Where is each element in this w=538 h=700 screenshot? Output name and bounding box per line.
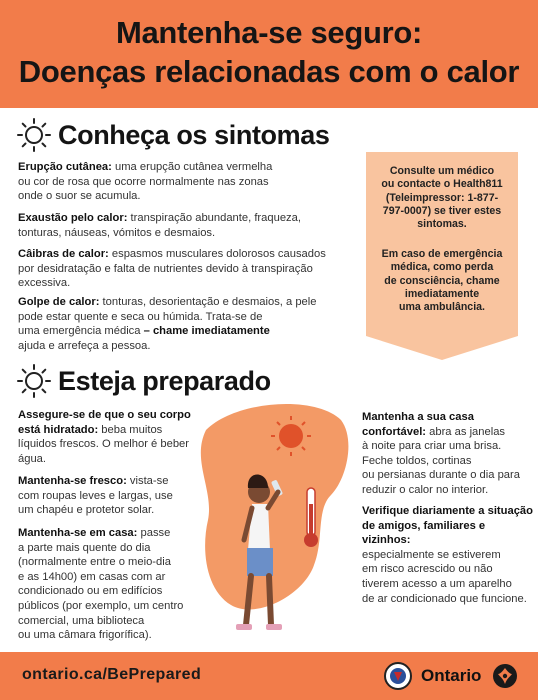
tip-check-neighbours: Verifique diariamente a situação de amigos, familiares e vizinhos: especialmente se estiverem em risco acrescido ou não tiverem acesso a um aparelho de ar condicionado que funcione. [362,505,533,605]
symptom-heat-stroke: Golpe de calor: tonturas, desorientação e desmaios, a pele pode estar quente e seca ou húmida. Trata-se de uma emergência médica – chame imediatamente ajuda e arrefeça a pessoa. [18,296,317,352]
header-banner [0,0,538,108]
symptom-rash: Erupção cutânea: uma erupção cutânea vermelha ou cor de rosa que ocorre normalmente nas zonas onde o suor se acumula. [18,161,273,203]
prepared-heading-text: Esteja preparado [58,365,271,396]
sun-illustration [279,424,303,448]
title-line-1: Mantenha-se seguro: [115,15,423,50]
tip-stay-cool: Mantenha-se fresco: vista-se com roupas leves e largas, use um chapéu e protetor solar. [18,475,173,517]
sun-icon [16,117,52,153]
ontario-wordmark: Ontario [421,666,482,685]
tip-comfortable-home: Mantenha a sua casa confortável: abra as janelas à noite para criar uma brisa. Feche toldos, cortinas ou persianas durante o dia para reduzir o calor no interior. [362,411,520,496]
callout-pointer [366,336,518,360]
symptoms-heading-text: Conheça os sintomas [58,119,330,150]
symptoms-heading [16,117,329,153]
trillium-logo-icon [492,663,518,689]
doctor-callout: Consulte um médico ou contacte o Health811 (Teleimpressor: 1-877- 797-0007) se tiver estes sintomas. Em caso de emergência médica, como perda de consciência, chame imediatamente uma ambulância. [366,152,518,336]
crest-icon [383,660,413,692]
heat-illustration [196,400,356,640]
tip-hydrate: Assegure-se de que o seu corpo está hidratado: beba muitos líquidos frescos. O melhor é beber água. [18,409,191,465]
prepared-heading [16,363,271,399]
footer-url-link[interactable]: ontario.ca/BePrepared [22,666,202,683]
tip-stay-indoors: Mantenha-se em casa: passe a parte mais quente do dia (normalmente entre o meio-dia e as 14h00) em casas com ar condicionado ou em edifícios públicos (por exemplo, um centro comercial, uma biblioteca ou uma câmara frigorífica). [18,527,184,642]
symptom-heat-cramps: Câibras de calor: espasmos musculares dolorosos causados por desidratação e falta de nutrientes devido à transpiração excessiva. [18,248,326,290]
footer [0,652,538,700]
symptom-heat-exhaustion: Exaustão pelo calor: transpiração abundante, fraqueza, tonturas, náuseas, vómitos e desmaios. [18,212,301,239]
title-line-2: Doenças relacionadas com o calor [18,54,520,89]
sun-icon [16,363,52,399]
